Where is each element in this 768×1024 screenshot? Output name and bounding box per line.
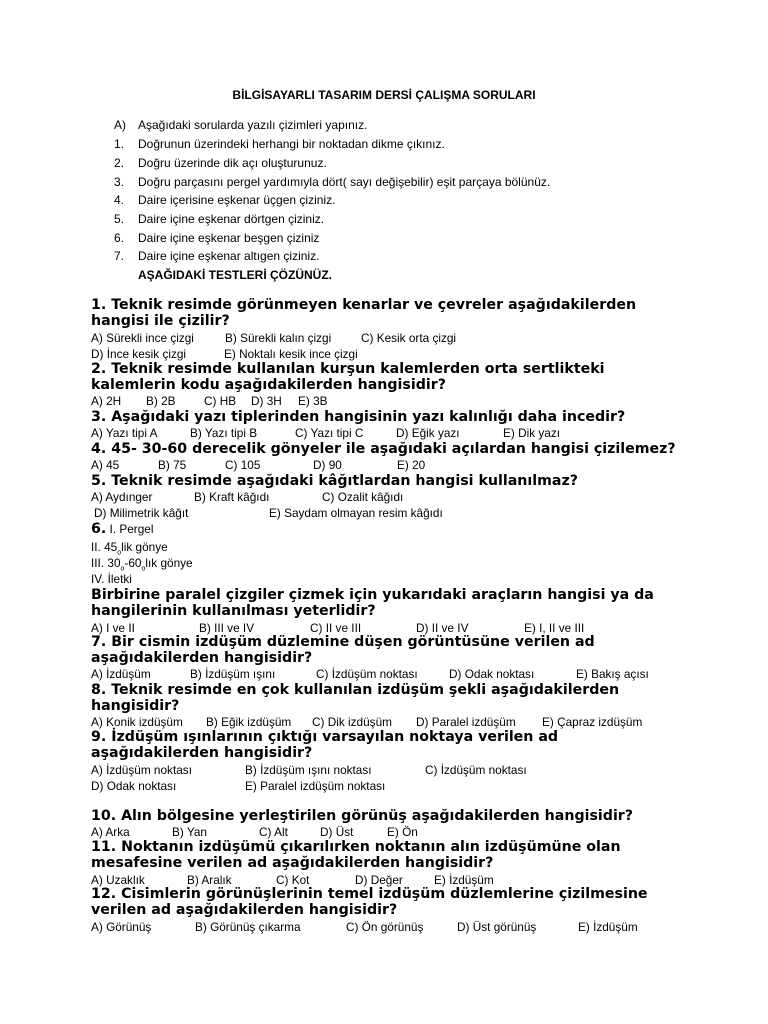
- answer-option: D) 90: [313, 458, 342, 472]
- answer-option: D) Üst: [320, 825, 354, 839]
- premise-text: lik gönye: [121, 540, 168, 554]
- instruction-text: Daire içerisine eşkenar üçgen çiziniz.: [138, 193, 336, 207]
- answer-option: B) Aralık: [187, 873, 232, 887]
- premise-text: III. 30: [91, 556, 121, 570]
- premise-line: [91, 572, 132, 586]
- answer-option: E) Bakış açısı: [576, 667, 649, 681]
- instruction-item: [114, 156, 327, 171]
- answer-option: D) Üst görünüş: [457, 920, 537, 934]
- instruction-text: Aşağıdaki sorularda yazılı çizimleri yapınız.: [138, 118, 368, 132]
- question-text: hangilerinin kullanılması yeterlidir?: [91, 603, 376, 619]
- page-title: BİLGİSAYARLI TASARIM DERSİ ÇALIŞMA SORULARI: [232, 88, 536, 102]
- question-text: 12. Cisimlerin görünüşlerinin temel izdüşüm düzlemlerine çizilmesine: [91, 886, 648, 902]
- instruction-number: 3.: [114, 175, 125, 189]
- question-text: verilen ad aşağıdakilerden hangisidir?: [91, 902, 398, 918]
- question-text: 11. Noktanın izdüşümü çıkarılırken noktanın alın izdüşümüne olan: [91, 839, 621, 855]
- answer-option: B) Görünüş çıkarma: [195, 920, 301, 934]
- answer-option: A) Görünüş: [91, 920, 152, 934]
- question-text: 7. Bir cismin izdüşüm düzlemine düşen görüntüsüne verilen ad: [91, 634, 595, 650]
- answer-option: A) İzdüşüm noktası: [91, 763, 192, 777]
- answer-option: D) 3H: [251, 394, 282, 408]
- instruction-text: Doğru parçasını pergel yardımıyla dört( sayı değişebilir) eşit parçaya bölünüz.: [138, 175, 551, 189]
- question-text: mesafesine verilen ad aşağıdakilerden hangisidir?: [91, 855, 494, 871]
- instruction-number: 4.: [114, 193, 125, 207]
- answer-option: B) 2B: [146, 394, 176, 408]
- question-text: hangisi ile çizilir?: [91, 313, 230, 329]
- answer-option: E) 3B: [298, 394, 328, 408]
- premise-text: lık gönye: [145, 556, 193, 570]
- question-text: 9. İzdüşüm ışınlarının çıktığı varsayılan noktaya verilen ad: [91, 729, 559, 745]
- answer-option: A) Aydınger: [91, 490, 153, 504]
- answer-option: B) İzdüşüm ışını: [190, 667, 276, 681]
- question-text: aşağıdakilerden hangisidir?: [91, 745, 313, 761]
- premise-text: -60: [124, 556, 142, 570]
- instruction-item: [114, 212, 324, 227]
- premise-text: I. Pergel: [109, 522, 154, 536]
- answer-option: C) Dik izdüşüm: [312, 715, 392, 729]
- answer-option: A) Uzaklık: [91, 873, 145, 887]
- question-text: 8. Teknik resimde en çok kullanılan izdüşüm şekli aşağıdakilerden: [91, 682, 620, 698]
- premise-text: II. 45: [91, 540, 118, 554]
- premise-line: [91, 540, 168, 557]
- answer-option: C) HB: [204, 394, 237, 408]
- question-number: 6.: [91, 521, 107, 537]
- answer-option: D) İnce kesik çizgi: [91, 347, 187, 361]
- answer-option: B) Eğik izdüşüm: [206, 715, 292, 729]
- answer-option: C) Ozalit kâğıdı: [322, 490, 404, 504]
- answer-option: C) İzdüşüm noktası: [316, 667, 418, 681]
- answer-option: C) II ve III: [310, 621, 362, 635]
- instruction-item: [114, 193, 335, 208]
- instruction-text: Daire içine eşkenar dörtgen çiziniz.: [138, 212, 325, 226]
- instruction-item: [114, 249, 319, 264]
- answer-option: D) Eğik yazı: [396, 426, 460, 440]
- question-text: 4. 45- 30-60 derecelik gönyeler ile aşağıdaki açılardan hangisi çizilemez?: [91, 441, 676, 457]
- instruction-text: Doğrunun üzerindeki herhangi bir noktadan dikme çıkınız.: [138, 137, 445, 151]
- instruction-text: Daire içine eşkenar beşgen çiziniz: [138, 231, 320, 245]
- answer-option: E) Noktalı kesik ince çizgi: [224, 347, 358, 361]
- answer-option: A) Sürekli ince çizgi: [91, 331, 194, 345]
- answer-option: C) 105: [225, 458, 261, 472]
- answer-option: D) Paralel izdüşüm: [416, 715, 516, 729]
- answer-option: C) Ön görünüş: [346, 920, 424, 934]
- premise-line: [91, 556, 193, 573]
- instruction-number: 2.: [114, 156, 125, 170]
- answer-option: B) Yazı tipi B: [190, 426, 258, 440]
- answer-option: E) I, II ve III: [524, 621, 585, 635]
- answer-option: D) Odak noktası: [449, 667, 535, 681]
- answer-option: A) I ve II: [91, 621, 135, 635]
- instruction-item: [114, 175, 550, 190]
- question-text: kalemlerin kodu aşağıdakilerden hangisidir?: [91, 377, 446, 393]
- question-text: 5. Teknik resimde aşağıdaki kâğıtlardan hangisi kullanılmaz?: [91, 473, 578, 489]
- instruction-number: 5.: [114, 212, 125, 226]
- answer-option: E) Ön: [387, 825, 418, 839]
- answer-option: A) Yazı tipi A: [91, 426, 158, 440]
- answer-option: C) Alt: [259, 825, 288, 839]
- instruction-number: 6.: [114, 231, 125, 245]
- answer-option: B) Yan: [172, 825, 207, 839]
- instruction-mark: A): [114, 118, 126, 132]
- instruction-text: Daire içine eşkenar altıgen çiziniz.: [138, 249, 320, 263]
- answer-option: A) 2H: [91, 394, 122, 408]
- answer-option: A) İzdüşüm: [91, 667, 151, 681]
- answer-option: D) Değer: [355, 873, 403, 887]
- question-text: 3. Aşağıdaki yazı tiplerinden hangisinin yazı kalınlığı daha incedir?: [91, 409, 626, 425]
- answer-option: B) Sürekli kalın çizgi: [225, 331, 332, 345]
- question-text: hangisidir?: [91, 698, 180, 714]
- question-text: 1. Teknik resimde görünmeyen kenarlar ve çevreler aşağıdakilerden: [91, 297, 637, 313]
- question-text: Birbirine paralel çizgiler çizmek için yukarıdaki araçların hangisi ya da: [91, 587, 654, 603]
- answer-option: E) İzdüşüm: [578, 920, 638, 934]
- answer-option: C) Yazı tipi C: [295, 426, 364, 440]
- instruction-text: Doğru üzerinde dik açı oluşturunuz.: [138, 156, 327, 170]
- answer-option: B) İzdüşüm ışını noktası: [245, 763, 372, 777]
- instruction-number: 7.: [114, 249, 125, 263]
- premise-line: [91, 522, 153, 536]
- answer-option: D) Odak noktası: [91, 779, 177, 793]
- answer-option: C) İzdüşüm noktası: [425, 763, 527, 777]
- degree-subscript: o: [120, 565, 125, 573]
- answer-option: C) Kot: [276, 873, 310, 887]
- answer-option: B) Kraft kâğıdı: [194, 490, 270, 504]
- answer-option: A) Konik izdüşüm: [91, 715, 183, 729]
- question-text: aşağıdakilerden hangisidir?: [91, 650, 313, 666]
- answer-option: B) 75: [158, 458, 187, 472]
- premise-text: IV. İletki: [91, 572, 132, 586]
- answer-option: E) Dik yazı: [503, 426, 561, 440]
- answer-option: B) III ve IV: [199, 621, 255, 635]
- answer-option: E) İzdüşüm: [434, 873, 494, 887]
- answer-option: E) 20: [397, 458, 426, 472]
- instruction-item: [114, 137, 445, 152]
- tests-heading: AŞAĞIDAKİ TESTLERİ ÇÖZÜNÜZ.: [138, 268, 332, 282]
- instruction-intro: [114, 118, 367, 133]
- answer-option: E) Paralel izdüşüm noktası: [245, 779, 386, 793]
- instruction-number: 1.: [114, 137, 125, 151]
- answer-option: E) Çapraz izdüşüm: [542, 715, 643, 729]
- answer-option: E) Saydam olmayan resim kâğıdı: [269, 506, 443, 520]
- answer-option: D) II ve IV: [416, 621, 469, 635]
- question-text: 10. Alın bölgesine yerleştirilen görünüş aşağıdakilerden hangisidir?: [91, 808, 634, 824]
- answer-option: A) Arka: [91, 825, 130, 839]
- instruction-item: [114, 231, 319, 246]
- question-text: 2. Teknik resimde kullanılan kurşun kalemlerden orta sertlikteki: [91, 361, 605, 377]
- answer-option: C) Kesik orta çizgi: [361, 331, 457, 345]
- degree-subscript: o: [117, 549, 122, 557]
- degree-subscript: o: [141, 565, 146, 573]
- answer-option: A) 45: [91, 458, 120, 472]
- answer-option: D) Milimetrik kâğıt: [94, 506, 189, 520]
